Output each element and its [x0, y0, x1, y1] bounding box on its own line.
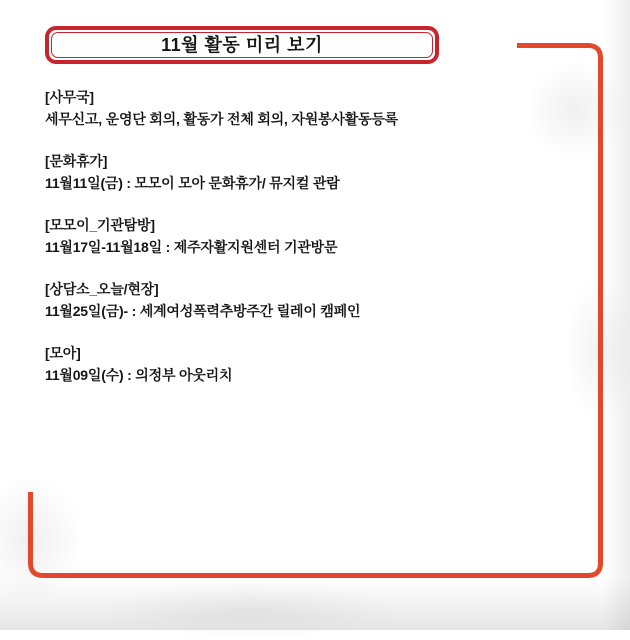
section-content: 11월25일(금)- : 세계여성폭력추방주간 릴레이 캠페인 [45, 303, 361, 319]
section-header: [모아] [45, 345, 81, 361]
section-content: 11월17일-11월18일 : 제주자활지원센터 기관방문 [45, 239, 338, 255]
section-content: 11월09일(수) : 의정부 아웃리치 [45, 367, 233, 383]
schedule-section [45, 214, 585, 258]
title-banner [45, 26, 439, 64]
section-header: [문화휴가] [45, 153, 108, 169]
page-shadow-bottom [0, 578, 630, 630]
section-content: 세무신고, 운영단 회의, 활동가 전체 회의, 자원봉사활동등록 [45, 111, 398, 127]
page-smudge-bottom-left [0, 470, 90, 610]
schedule-section [45, 342, 585, 386]
page-title: 11월 활동 미리 보기 [161, 35, 323, 55]
page-smudge-bottom-center [100, 580, 400, 640]
section-header: [모모이_기관탐방] [45, 217, 155, 233]
section-header: [상담소_오늘/현장] [45, 281, 159, 297]
schedule-list [45, 86, 585, 406]
schedule-section [45, 278, 585, 322]
page-shadow-right [604, 0, 630, 630]
section-header: [사무국] [45, 89, 94, 105]
section-content: 11월11일(금) : 모모이 모아 문화휴가/ 뮤지컬 관람 [45, 175, 340, 191]
schedule-section [45, 150, 585, 194]
schedule-section [45, 86, 585, 130]
